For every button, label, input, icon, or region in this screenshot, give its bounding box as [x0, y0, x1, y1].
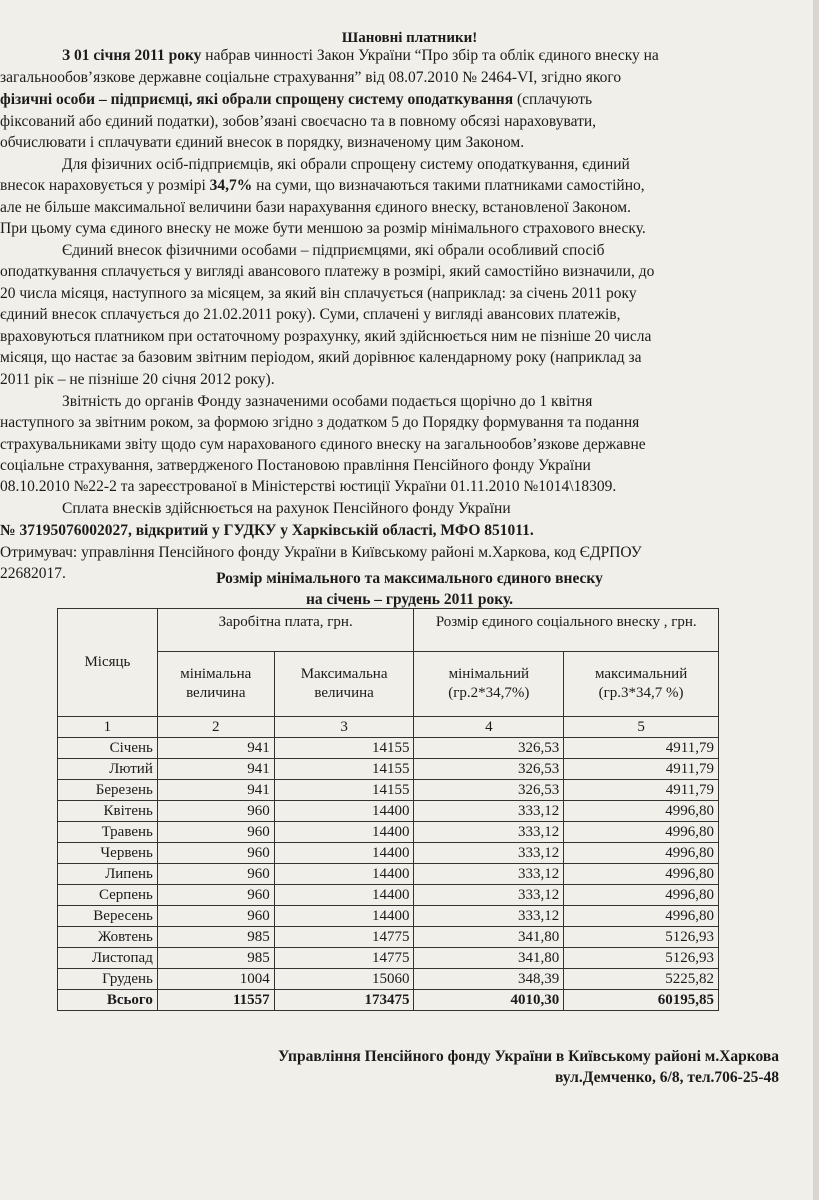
value-cell: 4996,80 [564, 801, 719, 822]
p4-line4: соціальне страхування, затвердженого Постановою правління Пенсійного фонду України [0, 457, 591, 474]
column-number: 4 [414, 717, 564, 738]
value-cell: 14400 [274, 885, 414, 906]
header-contribution: Розмір єдиного соціального внеску , грн. [414, 609, 719, 652]
table-header-row-2 [58, 652, 719, 717]
value-cell: 15060 [274, 969, 414, 990]
value-cell: 960 [157, 801, 274, 822]
p1-line5: обчислювати і сплачувати єдиний внесок в порядку, визначеному цим Законом. [0, 134, 525, 151]
table-column-numbers [58, 717, 719, 738]
month-cell: Лютий [58, 759, 158, 780]
table-row [58, 927, 719, 948]
table-row [58, 822, 719, 843]
p3-line6: місяця, що настає за базовим звітним періодом, який дорівнює календарному року (наприклад за [0, 349, 642, 366]
column-number: 5 [564, 717, 719, 738]
value-cell: 341,80 [414, 927, 564, 948]
value-cell: 4911,79 [564, 780, 719, 801]
value-cell: 960 [157, 864, 274, 885]
total-label: Всього [58, 990, 158, 1011]
header-month: Місяць [58, 609, 158, 717]
column-number: 1 [58, 717, 158, 738]
value-cell: 941 [157, 759, 274, 780]
p5-line3: Отримувач: управління Пенсійного фонду України в Київському районі м.Харкова, код ЄДРПОУ [0, 544, 642, 561]
value-cell: 333,12 [414, 885, 564, 906]
p1-date-bold: З 01 січня 2011 року [62, 47, 202, 64]
month-cell: Листопад [58, 948, 158, 969]
p3-line1: Єдиний внесок фізичними особами – підприємцями, які обрали особливий спосіб [62, 242, 605, 259]
month-cell: Травень [58, 822, 158, 843]
p2-line3: але не більше максимальної величини бази нарахування єдиного внеску, встановленої Законом. [0, 199, 631, 216]
table-row [58, 948, 719, 969]
value-cell: 348,39 [414, 969, 564, 990]
value-cell: 5126,93 [564, 948, 719, 969]
value-cell: 4996,80 [564, 864, 719, 885]
value-cell: 960 [157, 906, 274, 927]
value-cell: 960 [157, 885, 274, 906]
table-header-row-1 [58, 609, 719, 652]
month-cell: Жовтень [58, 927, 158, 948]
value-cell: 4996,80 [564, 843, 719, 864]
p1-entrepreneurs-bold: фізичні особи – підприємці, які обрали спрощену систему оподаткування [0, 91, 514, 108]
value-cell: 1004 [157, 969, 274, 990]
header-min-contribution: мінімальний (гр.2*34,7%) [414, 652, 564, 717]
value-cell: 960 [157, 843, 274, 864]
table-row [58, 969, 719, 990]
value-cell: 985 [157, 948, 274, 969]
header-salary: Заробітна плата, грн. [157, 609, 414, 652]
p5-account-bold: № 37195076002027, відкритий у ГУДКУ у Харківській області, МФО 851011. [0, 522, 534, 539]
contribution-table [57, 608, 719, 1011]
table-row [58, 801, 719, 822]
month-cell: Червень [58, 843, 158, 864]
p1-line1 [0, 46, 790, 66]
value-cell: 14155 [274, 780, 414, 801]
p5-line1: Сплата внесків здійснюється на рахунок Пенсійного фонду України [62, 500, 511, 517]
p2-line2-b: на суми, що визначаються такими платниками самостійно, [252, 177, 645, 194]
table-row [58, 885, 719, 906]
value-cell: 14400 [274, 906, 414, 927]
month-cell: Серпень [58, 885, 158, 906]
header-min-salary: мінімальна величина [157, 652, 274, 717]
p5-line4: 22682017. [0, 565, 66, 582]
table-row [58, 906, 719, 927]
month-cell: Липень [58, 864, 158, 885]
value-cell: 960 [157, 822, 274, 843]
value-cell: 4911,79 [564, 738, 719, 759]
month-cell: Грудень [58, 969, 158, 990]
p2-line2-a: внесок нараховується у розмірі [0, 177, 210, 194]
value-cell: 14400 [274, 864, 414, 885]
header-max-salary: Максимальна величина [274, 652, 414, 717]
value-cell: 14400 [274, 843, 414, 864]
p2-line1: Для фізичних осіб-підприємців, які обрали спрощену систему оподаткування, єдиний [62, 156, 630, 173]
value-cell: 326,53 [414, 738, 564, 759]
value-cell: 333,12 [414, 864, 564, 885]
value-cell: 341,80 [414, 948, 564, 969]
value-cell: 941 [157, 738, 274, 759]
document-heading: Шановні платники! [341, 30, 478, 46]
header-max-contribution: максимальний (гр.3*34,7 %) [564, 652, 719, 717]
p1-line2: загальнообов’язкове державне соціальне страхування” від 08.07.2010 № 2464-VI, згідно якого [0, 69, 622, 86]
p2-line4: При цьому сума єдиного внеску не може бути меншою за розмір мінімального страхового внеску. [0, 220, 646, 237]
value-cell: 4996,80 [564, 885, 719, 906]
value-cell: 14400 [274, 801, 414, 822]
p4-line5: 08.10.2010 №22-2 та зареєстрованої в Міністерстві юстиції України 01.11.2010 №1014\18309. [0, 478, 617, 495]
month-cell: Квітень [58, 801, 158, 822]
p2-line2 [0, 176, 790, 196]
value-cell: 333,12 [414, 843, 564, 864]
value-cell: 333,12 [414, 906, 564, 927]
p1-line3 [0, 90, 790, 110]
total-cell: 4010,30 [414, 990, 564, 1011]
total-cell: 60195,85 [564, 990, 719, 1011]
column-number: 2 [157, 717, 274, 738]
total-cell: 173475 [274, 990, 414, 1011]
table-row [58, 780, 719, 801]
p3-line3: 20 числа місяця, наступного за місяцем, за який він сплачується (наприклад: за січень 2011 року [0, 285, 637, 302]
value-cell: 14155 [274, 759, 414, 780]
table-row [58, 843, 719, 864]
value-cell: 14775 [274, 948, 414, 969]
p4-line3: страхувальниками звіту щодо сум нарахованого єдиного внеску на загальнообов’язкове державне [0, 436, 646, 453]
table-row [58, 864, 719, 885]
value-cell: 985 [157, 927, 274, 948]
p3-line2: оподаткування сплачується у вигляді авансового платежу в розмірі, який самостійно визначили, до [0, 263, 655, 280]
table-row [58, 759, 719, 780]
footer-organization: Управління Пенсійного фонду України в Київському районі м.Харкова [277, 1048, 779, 1065]
p1-line1-text: набрав чинності Закон України “Про збір та облік єдиного внеску на [201, 47, 659, 64]
value-cell: 4996,80 [564, 906, 719, 927]
value-cell: 326,53 [414, 780, 564, 801]
footer-address: вул.Демченко, 6/8, тел.706-25-48 [554, 1069, 779, 1086]
value-cell: 941 [157, 780, 274, 801]
value-cell: 4996,80 [564, 822, 719, 843]
p3-line7: 2011 рік – не пізніше 20 січня 2012 року). [0, 371, 275, 388]
value-cell: 14400 [274, 822, 414, 843]
column-number: 3 [274, 717, 414, 738]
p2-rate-bold: 34,7% [209, 177, 253, 194]
table-title-line2: на січень – грудень 2011 року. [305, 591, 514, 608]
table-total-row [58, 990, 719, 1011]
value-cell: 333,12 [414, 801, 564, 822]
value-cell: 5126,93 [564, 927, 719, 948]
value-cell: 14155 [274, 738, 414, 759]
month-cell: Вересень [58, 906, 158, 927]
p4-line2: наступного за звітним роком, за формою згідно з додатком 5 до Порядку формування та подання [0, 414, 640, 431]
p3-line5: враховуються платником при остаточному розрахунку, який здійснюється ним не пізніше 20 числа [0, 328, 652, 345]
p1-line4: фіксований або єдиний податки), зобов’язані своєчасно та в повному обсязі нараховувати, [0, 113, 597, 130]
value-cell: 326,53 [414, 759, 564, 780]
table-title-line1: Розмір мінімального та максимального єдиного внеску [216, 570, 603, 587]
value-cell: 333,12 [414, 822, 564, 843]
p1-line3-text: (сплачують [513, 91, 593, 108]
value-cell: 14775 [274, 927, 414, 948]
p4-line1: Звітність до органів Фонду зазначеними особами подається щорічно до 1 квітня [62, 393, 593, 410]
value-cell: 5225,82 [564, 969, 719, 990]
table-row [58, 738, 719, 759]
total-cell: 11557 [157, 990, 274, 1011]
month-cell: Березень [58, 780, 158, 801]
value-cell: 4911,79 [564, 759, 719, 780]
p3-line4: єдиний внесок сплачується до 21.02.2011 року). Суми, сплачені у вигляді авансових платежів, [0, 306, 621, 323]
month-cell: Січень [58, 738, 158, 759]
